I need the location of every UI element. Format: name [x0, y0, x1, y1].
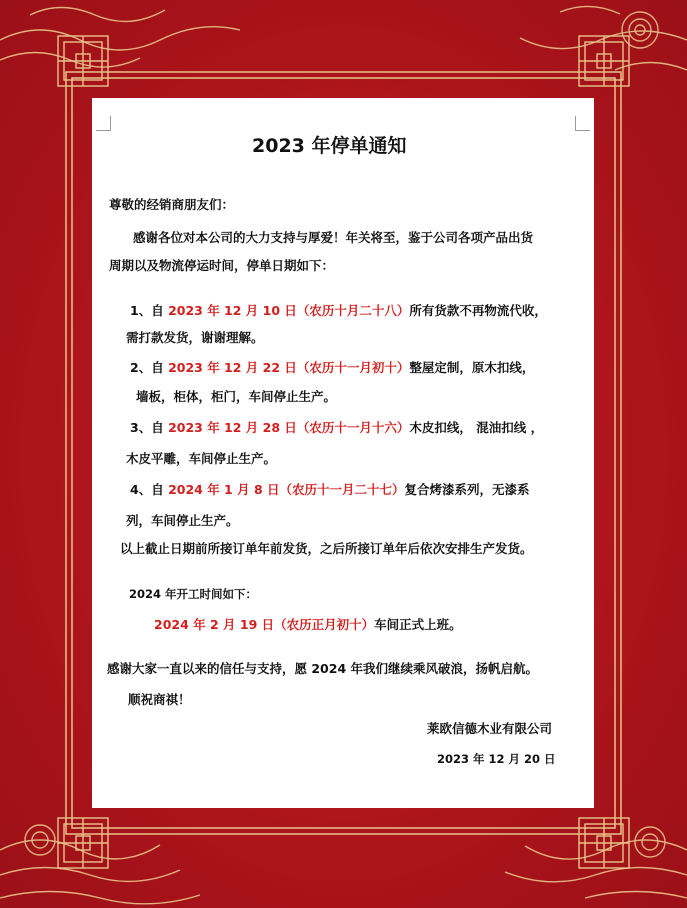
- resume-rest: 车间正式上班。: [374, 617, 462, 632]
- item-rest: 整屋定制，原木扣线，: [409, 360, 535, 375]
- stop-item-2-cont: 墙板，柜体，柜门，车间停止生产。: [136, 389, 337, 404]
- item-rest: 复合烤漆系列，无漆系: [404, 482, 530, 497]
- crop-mark-top-left: [96, 116, 111, 131]
- item-rest: 木皮扣线， 混油扣线 ，: [409, 420, 544, 435]
- crop-mark-top-right: [575, 116, 590, 131]
- stop-item-1: [130, 303, 547, 319]
- resume-line: [154, 617, 462, 633]
- item-date: 2024 年 1 月 8 日（农历十一月二十七）: [168, 482, 405, 497]
- stop-item-4: [130, 482, 530, 498]
- sign-date: 2023 年 12 月 20 日: [437, 752, 556, 766]
- item-prefix: 3、自: [130, 420, 169, 435]
- item-rest: 所有货款不再物流代收，: [409, 303, 547, 318]
- company-name: 莱欧信德木业有限公司: [427, 721, 553, 736]
- summary-text: 以上截止日期前所接订单年前发货，之后所接订单年后依次安排生产发货。: [120, 541, 533, 556]
- item-date: 2023 年 12 月 22 日（农历十一月初十）: [168, 360, 410, 375]
- resume-heading: 2024 年开工时间如下：: [129, 587, 258, 601]
- item-prefix: 1、自: [130, 303, 169, 318]
- closing-text: 顺祝商祺！: [128, 692, 191, 707]
- stop-item-4-cont: 列，车间停止生产。: [126, 513, 239, 528]
- stop-item-3: [130, 420, 543, 436]
- intro-line-2: 周期以及物流停运时间，停单日期如下：: [109, 258, 335, 273]
- notice-paper: [92, 98, 594, 808]
- item-prefix: 4、自: [130, 482, 169, 497]
- thanks-text: 感谢大家一直以来的信任与支持，愿 2024 年我们继续乘风破浪，扬帆启航。: [107, 661, 538, 676]
- item-date: 2023 年 12 月 10 日（农历十月二十八）: [168, 303, 410, 318]
- item-prefix: 2、自: [130, 360, 169, 375]
- item-date: 2023 年 12 月 28 日（农历十一月十六）: [168, 420, 410, 435]
- resume-date: 2024 年 2 月 19 日（农历正月初十）: [154, 617, 375, 632]
- stop-item-3-cont: 木皮平雕，车间停止生产。: [126, 451, 277, 466]
- stop-item-2: [130, 360, 534, 376]
- notice-title: 2023 年停单通知: [252, 135, 407, 157]
- stop-item-1-cont: 需打款发货，谢谢理解。: [126, 330, 264, 345]
- intro-line-1: 感谢各位对本公司的大力支持与厚爱！年关将至，鉴于公司各项产品出货: [133, 230, 534, 245]
- salutation: 尊敬的经销商朋友们：: [109, 197, 235, 212]
